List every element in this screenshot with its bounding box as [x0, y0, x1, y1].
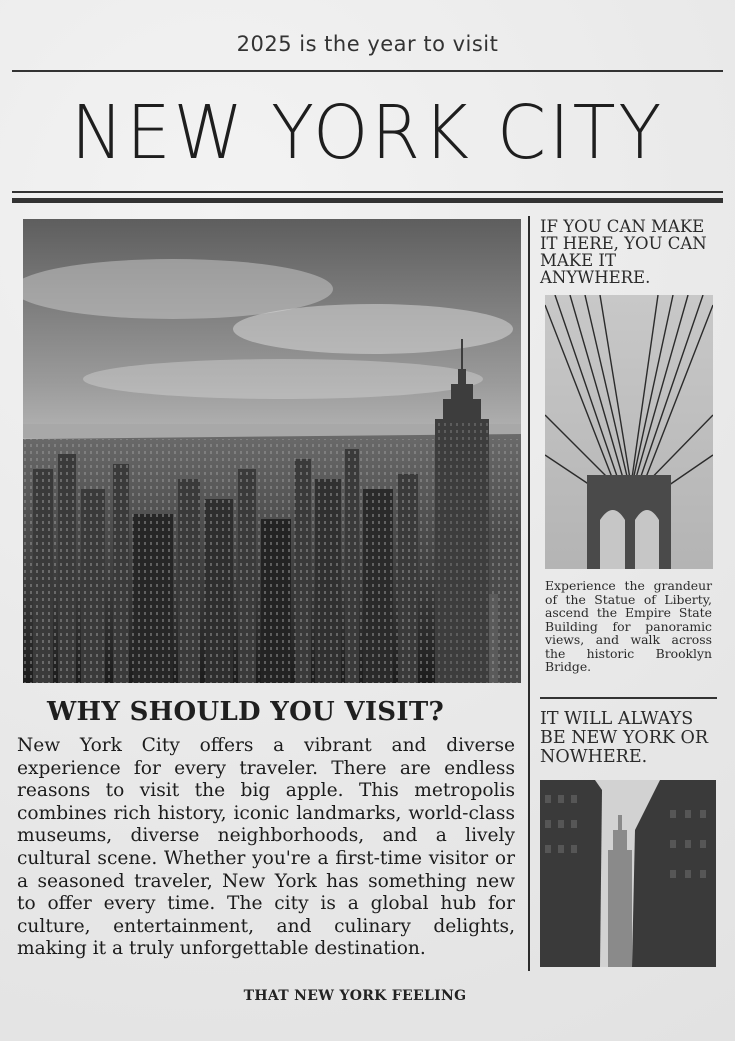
masthead-rule-thick: [12, 198, 723, 203]
footer-tagline: THAT NEW YORK FEELING: [243, 988, 467, 1004]
column-divider: [528, 216, 530, 971]
top-rule: [12, 70, 723, 72]
sidebar-quote-1: IF YOU CAN MAKE IT HERE, YOU CAN MAKE IT ANYWHERE.: [540, 217, 707, 287]
sidebar-caption: Experience the grandeur of the Statue of Liberty, ascend the Empire State Building for panoramic views, and walk across the historic Brooklyn Bridge.: [545, 578, 712, 674]
masthead-title: NEW YORK CITY: [70, 90, 665, 176]
sidebar-rule: [540, 697, 717, 699]
kicker-line: 2025 is the year to visit: [236, 32, 499, 56]
main-body: New York City offers a vibrant and diverse experience for every traveler. There are endless reasons to visit the big apple. This metropolis combines rich history, iconic landmarks, world-class museums, diverse neighborhoods, and a lively cultural scene. Whether you're a first-time visitor or a seasoned traveler, New York has something new to offer every time. The city is a global hub for culture, entertainment, and culinary delights, making it a truly unforgettable destination.: [17, 735, 515, 960]
main-heading: WHY SHOULD YOU VISIT?: [47, 697, 445, 727]
bridge-photo: [545, 295, 713, 569]
sidebar-quote-2: IT WILL ALWAYS BE NEW YORK OR NOWHERE.: [540, 709, 709, 767]
masthead-rule-thin: [12, 191, 723, 193]
skyline-photo: [23, 219, 521, 683]
empire-street-photo: [540, 780, 716, 967]
